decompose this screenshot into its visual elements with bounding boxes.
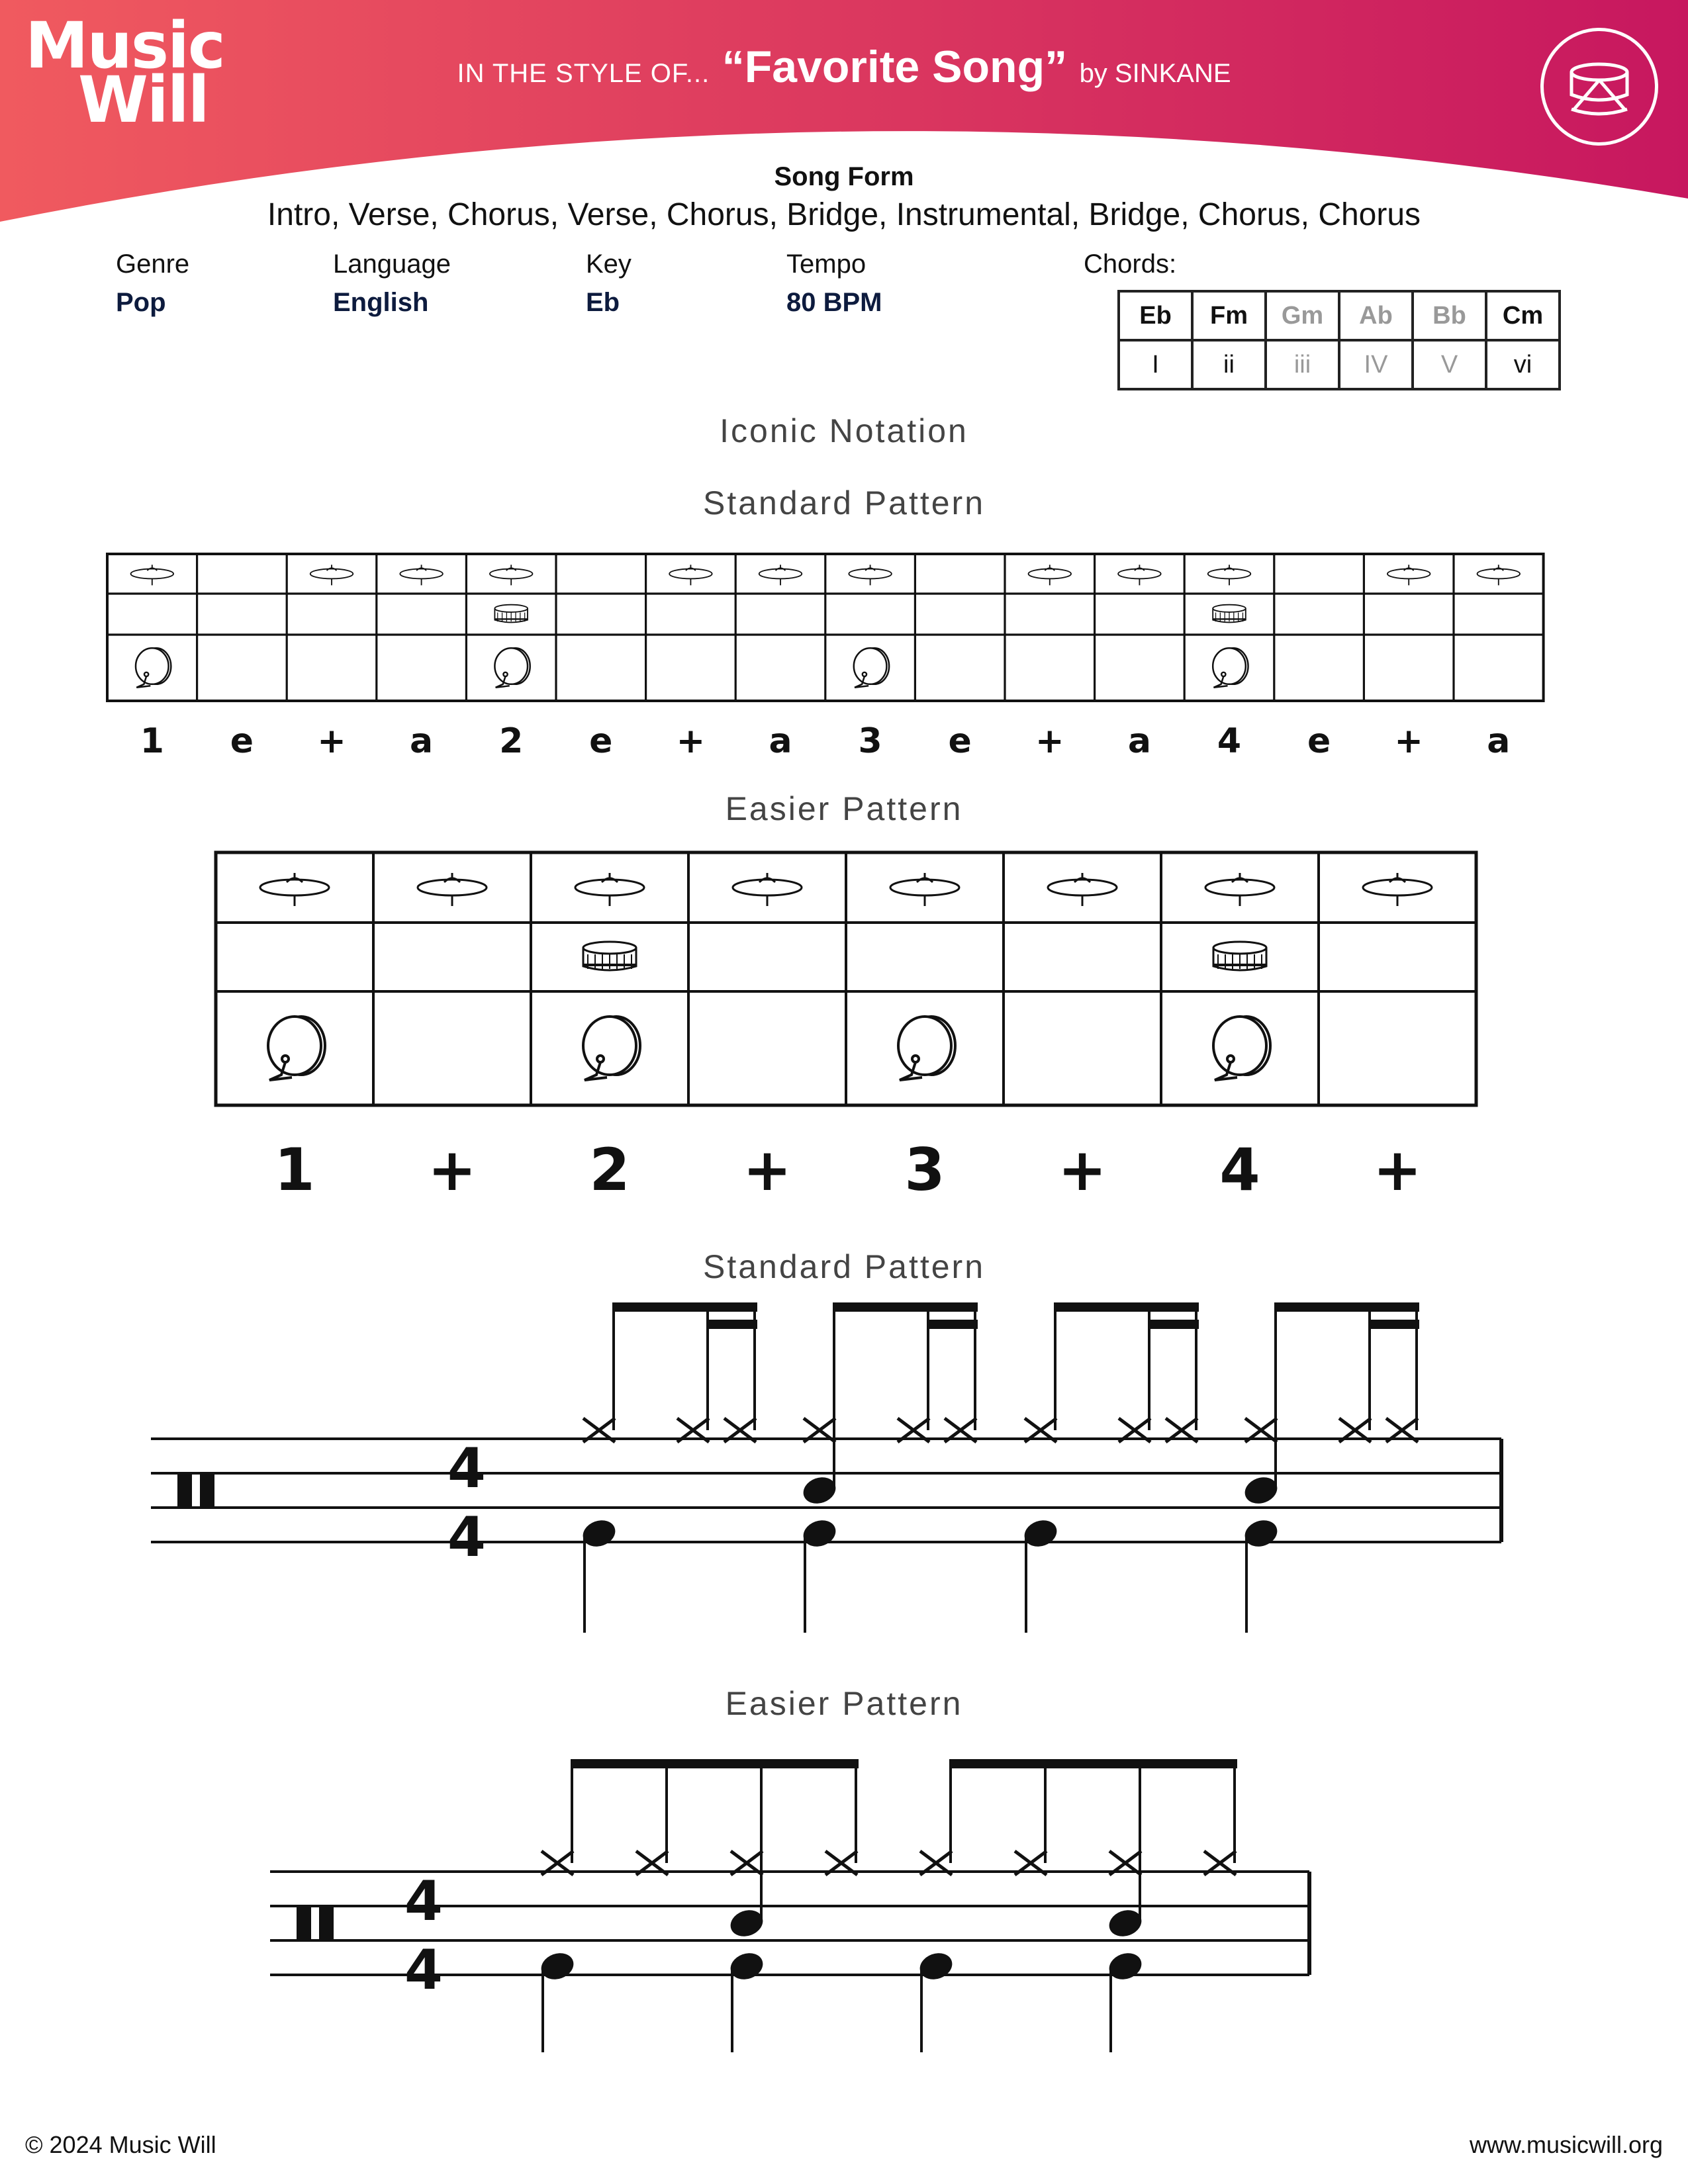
beam bbox=[1148, 1320, 1199, 1329]
language-value: English bbox=[333, 288, 429, 317]
kick-drum-icon bbox=[1213, 648, 1248, 688]
song-title: “Favorite Song” bbox=[722, 42, 1068, 92]
kick-drum-icon bbox=[136, 648, 171, 688]
hihat-icon bbox=[1205, 873, 1274, 906]
copyright: © 2024 Music Will bbox=[25, 2131, 216, 2158]
count-label: + bbox=[428, 1136, 477, 1198]
hihat-icon bbox=[310, 565, 353, 585]
hihat-icon bbox=[131, 565, 173, 585]
genre-label: Genre bbox=[116, 250, 190, 279]
count-label: 4 bbox=[1217, 721, 1242, 761]
count-label: 2 bbox=[499, 721, 524, 761]
hihat-icon bbox=[418, 873, 487, 906]
beam bbox=[1274, 1302, 1419, 1312]
hihat-icon bbox=[733, 873, 802, 906]
chord-name: Bb bbox=[1413, 291, 1486, 340]
kick-drum-icon bbox=[268, 1017, 325, 1080]
beam bbox=[571, 1759, 859, 1768]
chord-name: Cm bbox=[1486, 291, 1560, 340]
count-label: a bbox=[1127, 721, 1151, 761]
count-label: + bbox=[1035, 721, 1064, 761]
hihat-icon bbox=[1118, 565, 1160, 585]
hihat-icon bbox=[669, 565, 712, 585]
chord-numeral: ii bbox=[1192, 340, 1266, 389]
style-prefix: IN THE STYLE OF... bbox=[457, 59, 710, 88]
song-title-line bbox=[0, 41, 1688, 93]
count-label: e bbox=[1307, 721, 1331, 761]
count-label: 2 bbox=[589, 1136, 630, 1198]
time-sig-bottom: 4 bbox=[404, 1937, 443, 2002]
hihat-icon bbox=[759, 565, 802, 585]
count-label: e bbox=[948, 721, 972, 761]
hihat-icon bbox=[1363, 873, 1432, 906]
snare-icon bbox=[1213, 942, 1266, 970]
logo-line-2: Will bbox=[78, 63, 209, 137]
beam bbox=[612, 1302, 757, 1312]
beam bbox=[1368, 1320, 1419, 1329]
key-label: Key bbox=[586, 250, 632, 279]
iconic-standard-grid bbox=[0, 543, 1688, 761]
beam bbox=[927, 1320, 978, 1329]
count-label: a bbox=[410, 721, 434, 761]
count-label: + bbox=[317, 721, 346, 761]
count-label: 4 bbox=[1219, 1136, 1260, 1198]
tempo-label: Tempo bbox=[786, 250, 867, 279]
footer-url[interactable]: www.musicwill.org bbox=[1469, 2131, 1663, 2158]
count-label: 1 bbox=[274, 1136, 315, 1198]
iconic-easier-title: Easier Pattern bbox=[725, 790, 963, 827]
beam bbox=[833, 1302, 978, 1312]
time-sig-top: 4 bbox=[447, 1435, 486, 1500]
chord-numeral: vi bbox=[1486, 340, 1560, 389]
chord-name: Fm bbox=[1192, 291, 1266, 340]
language-label: Language bbox=[333, 250, 451, 279]
count-label: + bbox=[1394, 721, 1423, 761]
count-label: e bbox=[230, 721, 254, 761]
kick-drum-icon bbox=[1213, 1017, 1270, 1080]
count-label: 3 bbox=[858, 721, 882, 761]
chord-name: Ab bbox=[1339, 291, 1413, 340]
snare-icon bbox=[1213, 605, 1246, 623]
count-label: 1 bbox=[140, 721, 164, 761]
drum-kit-icon bbox=[1540, 28, 1658, 146]
notation-easier-title: Easier Pattern bbox=[725, 1685, 963, 1722]
hihat-icon bbox=[400, 565, 442, 585]
iconic-notation-title: Iconic Notation bbox=[720, 412, 968, 449]
beam bbox=[1054, 1302, 1199, 1312]
chord-numeral: V bbox=[1413, 340, 1486, 389]
iconic-standard-title: Standard Pattern bbox=[702, 484, 986, 522]
chord-table bbox=[1117, 290, 1561, 390]
genre-value: Pop bbox=[116, 288, 166, 317]
count-label: + bbox=[1373, 1136, 1422, 1198]
hihat-icon bbox=[575, 873, 644, 906]
hihat-icon bbox=[490, 565, 532, 585]
hihat-icon bbox=[260, 873, 329, 906]
key-value: Eb bbox=[586, 288, 620, 317]
percussion-clef bbox=[177, 1473, 192, 1508]
count-label: a bbox=[1487, 721, 1511, 761]
artist-name: by SINKANE bbox=[1079, 59, 1231, 88]
chord-numeral: I bbox=[1119, 340, 1192, 389]
hihat-icon bbox=[890, 873, 959, 906]
time-sig-bottom: 4 bbox=[447, 1504, 486, 1569]
count-label: e bbox=[589, 721, 613, 761]
notation-standard-title: Standard Pattern bbox=[702, 1248, 986, 1285]
chord-numeral: IV bbox=[1339, 340, 1413, 389]
hihat-icon bbox=[849, 565, 891, 585]
time-sig-top: 4 bbox=[404, 1868, 443, 1933]
hihat-icon bbox=[1477, 565, 1520, 585]
kick-drum-icon bbox=[898, 1017, 955, 1080]
snare-icon bbox=[494, 605, 528, 623]
chords-label: Chords: bbox=[1084, 250, 1177, 279]
chord-name: Eb bbox=[1119, 291, 1192, 340]
snare-icon bbox=[583, 942, 636, 970]
chord-name: Gm bbox=[1266, 291, 1339, 340]
logo-line-1: Music bbox=[25, 9, 224, 83]
count-label: + bbox=[743, 1136, 792, 1198]
kick-drum-icon bbox=[494, 648, 530, 688]
hihat-icon bbox=[1387, 565, 1430, 585]
hihat-icon bbox=[1029, 565, 1071, 585]
song-form-value: Intro, Verse, Chorus, Verse, Chorus, Bridge, Instrumental, Bridge, Chorus, Chorus bbox=[267, 197, 1421, 232]
beam bbox=[706, 1320, 757, 1329]
song-form-label: Song Form bbox=[774, 162, 914, 191]
tempo-value: 80 BPM bbox=[786, 288, 882, 317]
hihat-icon bbox=[1048, 873, 1117, 906]
count-label: a bbox=[769, 721, 792, 761]
hihat-icon bbox=[1208, 565, 1250, 585]
kick-drum-icon bbox=[854, 648, 889, 688]
count-label: + bbox=[676, 721, 706, 761]
kick-drum-icon bbox=[583, 1017, 640, 1080]
count-label: + bbox=[1058, 1136, 1107, 1198]
notation-easier-staff bbox=[0, 1721, 1688, 2091]
percussion-clef bbox=[297, 1906, 311, 1940]
iconic-easier-grid bbox=[0, 841, 1688, 1198]
beam bbox=[949, 1759, 1237, 1768]
notation-standard-staff bbox=[0, 1284, 1688, 1668]
chord-numeral: iii bbox=[1266, 340, 1339, 389]
count-label: 3 bbox=[904, 1136, 945, 1198]
